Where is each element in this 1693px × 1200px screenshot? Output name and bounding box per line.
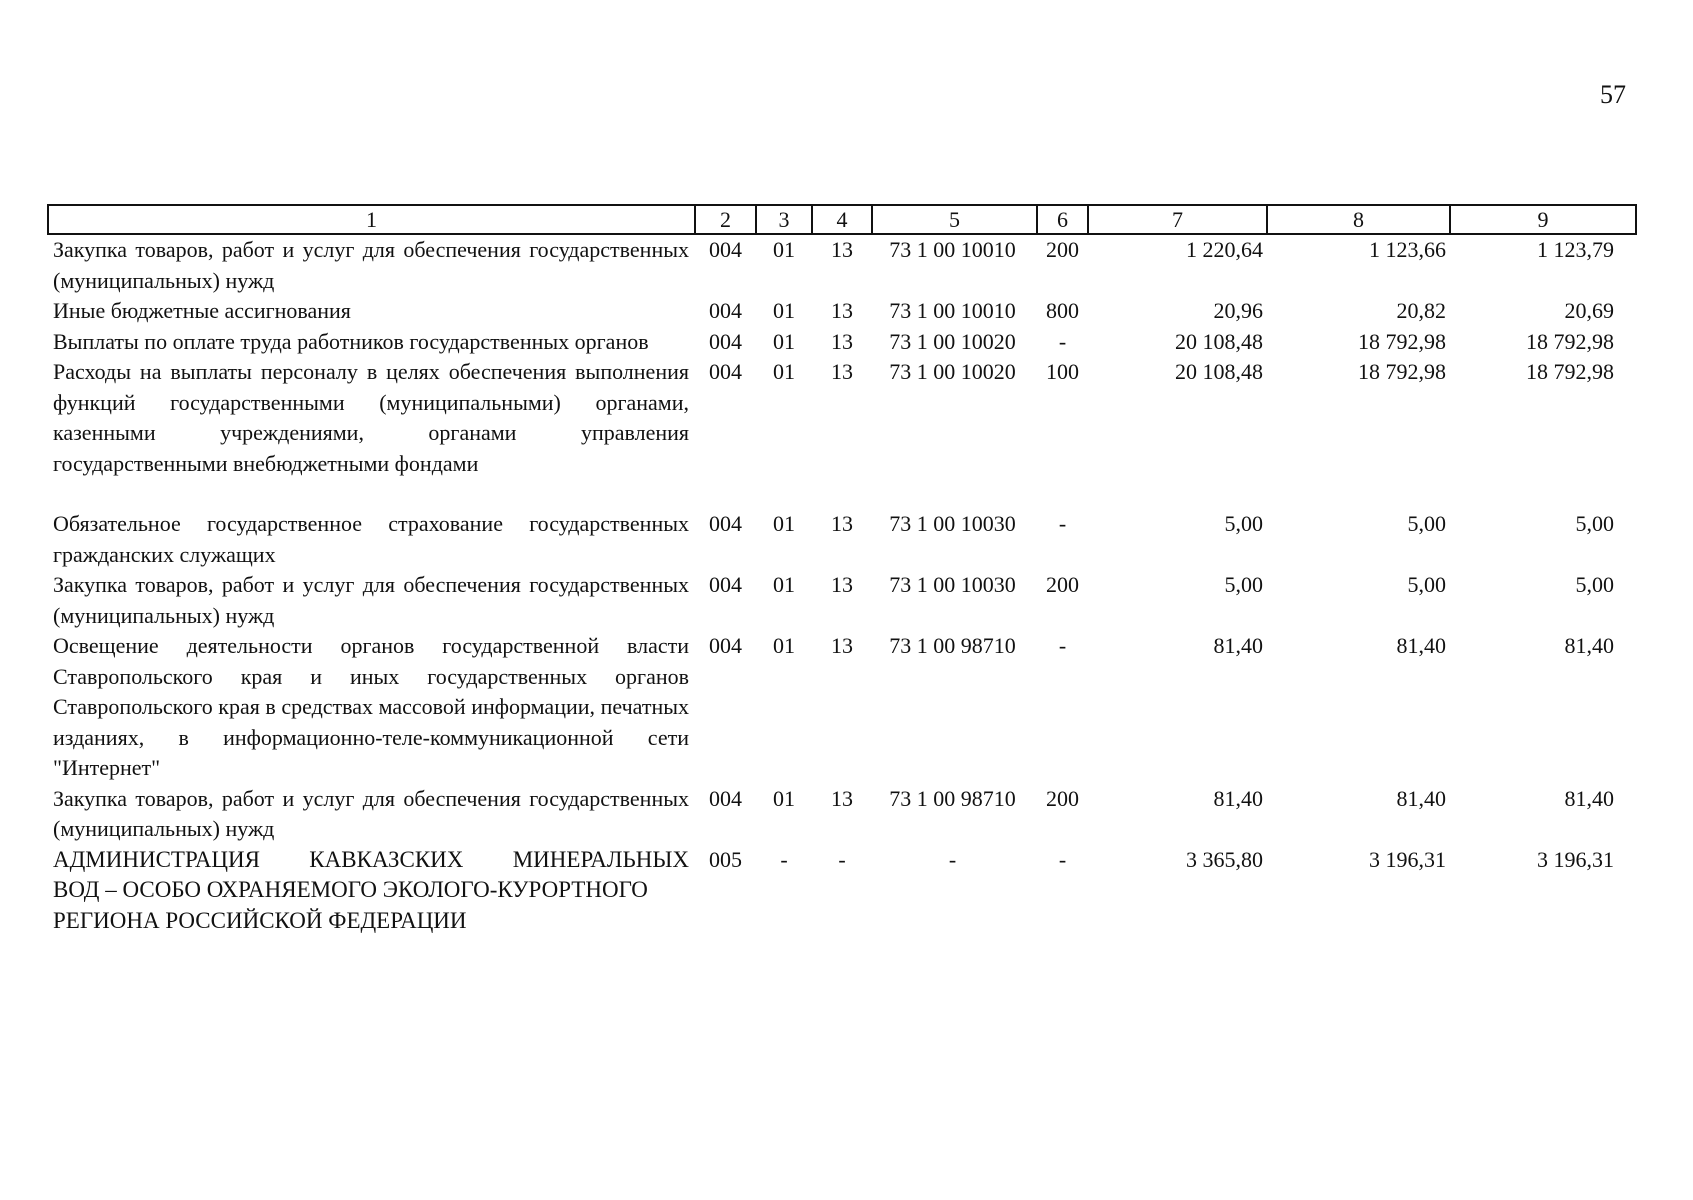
row-amount-9: 3 196,31	[1537, 846, 1614, 872]
row-amount-8: 3 196,31	[1369, 846, 1446, 872]
row-code-ministry: 004	[709, 633, 742, 658]
row-code-ministry: 004	[709, 572, 742, 597]
table-row	[48, 296, 1636, 327]
row-code-expense-type: 200	[1046, 237, 1079, 262]
row-amount-8: 5,00	[1407, 572, 1446, 597]
row-code-subsection: 13	[831, 359, 853, 384]
row-name-agency	[48, 845, 695, 937]
row-code-section: 01	[773, 511, 795, 536]
row-code-ministry: 005	[709, 846, 742, 872]
row-code-subsection: 13	[831, 237, 853, 262]
row-code-target: 73 1 00 10010	[889, 298, 1016, 323]
table-row	[48, 509, 1636, 570]
row-code-subsection: 13	[831, 633, 853, 658]
row-amount-7: 20,96	[1213, 298, 1263, 323]
row-code-target: 73 1 00 98710	[889, 633, 1016, 658]
row-amount-8: 18 792,98	[1358, 328, 1446, 354]
row-code-subsection: 13	[831, 511, 853, 536]
row-code-ministry: 004	[709, 298, 742, 323]
agency-name-line: ВОД – ОСОБО ОХРАНЯЕМОГО ЭКОЛОГО-КУРОРТНОГО	[53, 877, 648, 902]
row-code-section: 01	[773, 359, 795, 384]
row-code-section: 01	[773, 572, 795, 597]
row-code-expense-type: 800	[1046, 298, 1079, 323]
row-code-section: 01	[773, 633, 795, 658]
row-code-expense-type: -	[1058, 328, 1067, 354]
table-row	[48, 784, 1636, 845]
row-amount-7: 5,00	[1224, 511, 1263, 536]
row-name: Расходы на выплаты персоналу в целях обеспечения выполнения функций государственными (муниципальными) органами, казенными учреждениями, органами управления государственными внебюджетными фондами	[53, 359, 689, 476]
row-code-ministry: 004	[709, 328, 742, 354]
header-cell-8: 8	[1267, 205, 1450, 234]
row-code-subsection: 13	[831, 572, 853, 597]
table-row	[48, 570, 1636, 631]
row-code-ministry: 004	[709, 511, 742, 536]
row-amount-7: 1 220,64	[1186, 237, 1263, 262]
row-code-target: 73 1 00 98710	[889, 785, 1016, 811]
row-name: Закупка товаров, работ и услуг для обеспечения государственных (муниципальных) нужд	[53, 572, 689, 628]
row-amount-9: 81,40	[1564, 785, 1614, 811]
row-code-subsection: 13	[831, 785, 853, 811]
row-amount-8: 5,00	[1407, 511, 1446, 536]
header-cell-7: 7	[1088, 205, 1267, 234]
row-code-ministry: 004	[709, 359, 742, 384]
page-number: 57	[1600, 80, 1626, 109]
row-code-ministry: 004	[709, 785, 742, 811]
table-row-agency	[48, 845, 1636, 937]
row-amount-9: 5,00	[1575, 572, 1614, 597]
header-cell-2: 2	[695, 205, 756, 234]
row-code-expense-type: -	[1058, 633, 1067, 658]
row-code-target: 73 1 00 10020	[889, 359, 1016, 384]
row-code-section: -	[780, 846, 788, 872]
budget-table	[47, 204, 1637, 936]
agency-name-line: РЕГИОНА РОССИЙСКОЙ ФЕДЕРАЦИИ	[53, 907, 467, 933]
row-code-section: 01	[773, 237, 795, 262]
row-code-expense-type: 100	[1046, 359, 1079, 384]
table-row	[48, 327, 1636, 358]
row-amount-7: 3 365,80	[1186, 846, 1263, 872]
table-row	[48, 357, 1636, 509]
row-amount-9: 5,00	[1575, 511, 1614, 536]
row-amount-8: 18 792,98	[1358, 359, 1446, 384]
row-amount-9: 20,69	[1564, 298, 1614, 323]
header-cell-5: 5	[872, 205, 1037, 234]
row-name: Закупка товаров, работ и услуг для обеспечения государственных (муниципальных) нужд	[53, 785, 689, 841]
row-amount-8: 20,82	[1396, 298, 1446, 323]
row-code-target: 73 1 00 10030	[889, 572, 1016, 597]
row-code-expense-type: -	[1058, 511, 1067, 536]
row-name: Выплаты по оплате труда работников государственных органов	[53, 328, 649, 354]
row-code-subsection: 13	[831, 298, 853, 323]
row-code-expense-type: -	[1058, 846, 1067, 872]
row-code-section: 01	[773, 328, 795, 354]
row-code-target: -	[948, 846, 957, 872]
row-name: Обязательное государственное страхование государственных гражданских служащих	[53, 511, 689, 567]
row-code-ministry: 004	[709, 237, 742, 262]
row-code-section: 01	[773, 298, 795, 323]
row-amount-9: 1 123,79	[1537, 237, 1614, 262]
header-row	[48, 205, 1636, 234]
row-amount-9: 81,40	[1564, 633, 1614, 658]
header-cell-9: 9	[1450, 205, 1636, 234]
row-name: Закупка товаров, работ и услуг для обеспечения государственных (муниципальных) нужд	[53, 237, 689, 293]
row-code-target: 73 1 00 10010	[889, 237, 1016, 262]
row-amount-7: 20 108,48	[1175, 359, 1263, 384]
row-code-subsection: -	[838, 846, 846, 872]
agency-name-line: АДМИНИСТРАЦИЯ КАВКАЗСКИХ МИНЕРАЛЬНЫХ	[53, 846, 689, 872]
row-code-target: 73 1 00 10020	[889, 328, 1016, 354]
row-amount-9: 18 792,98	[1526, 328, 1614, 354]
row-name: Освещение деятельности органов государственной власти Ставропольского края и иных государственных органов Ставропольского края в средствах массовой информации, печатных изданиях, в информационно-теле-коммуникационной сети "Интернет"	[53, 633, 689, 780]
row-name: Иные бюджетные ассигнования	[53, 298, 351, 323]
header-cell-1: 1	[48, 205, 695, 234]
row-amount-7: 81,40	[1213, 785, 1263, 811]
row-amount-9: 18 792,98	[1526, 359, 1614, 384]
table-row	[48, 631, 1636, 784]
header-cell-4: 4	[812, 205, 872, 234]
row-amount-7: 20 108,48	[1175, 328, 1263, 354]
row-code-section: 01	[773, 785, 795, 811]
row-amount-8: 81,40	[1396, 633, 1446, 658]
header-cell-3: 3	[756, 205, 812, 234]
row-amount-8: 81,40	[1396, 785, 1446, 811]
row-amount-7: 81,40	[1213, 633, 1263, 658]
row-code-target: 73 1 00 10030	[889, 511, 1016, 536]
row-amount-8: 1 123,66	[1369, 237, 1446, 262]
table-row	[48, 234, 1636, 296]
row-code-subsection: 13	[831, 328, 853, 354]
row-code-expense-type: 200	[1046, 572, 1079, 597]
row-amount-7: 5,00	[1224, 572, 1263, 597]
header-cell-6: 6	[1037, 205, 1088, 234]
row-code-expense-type: 200	[1046, 785, 1079, 811]
